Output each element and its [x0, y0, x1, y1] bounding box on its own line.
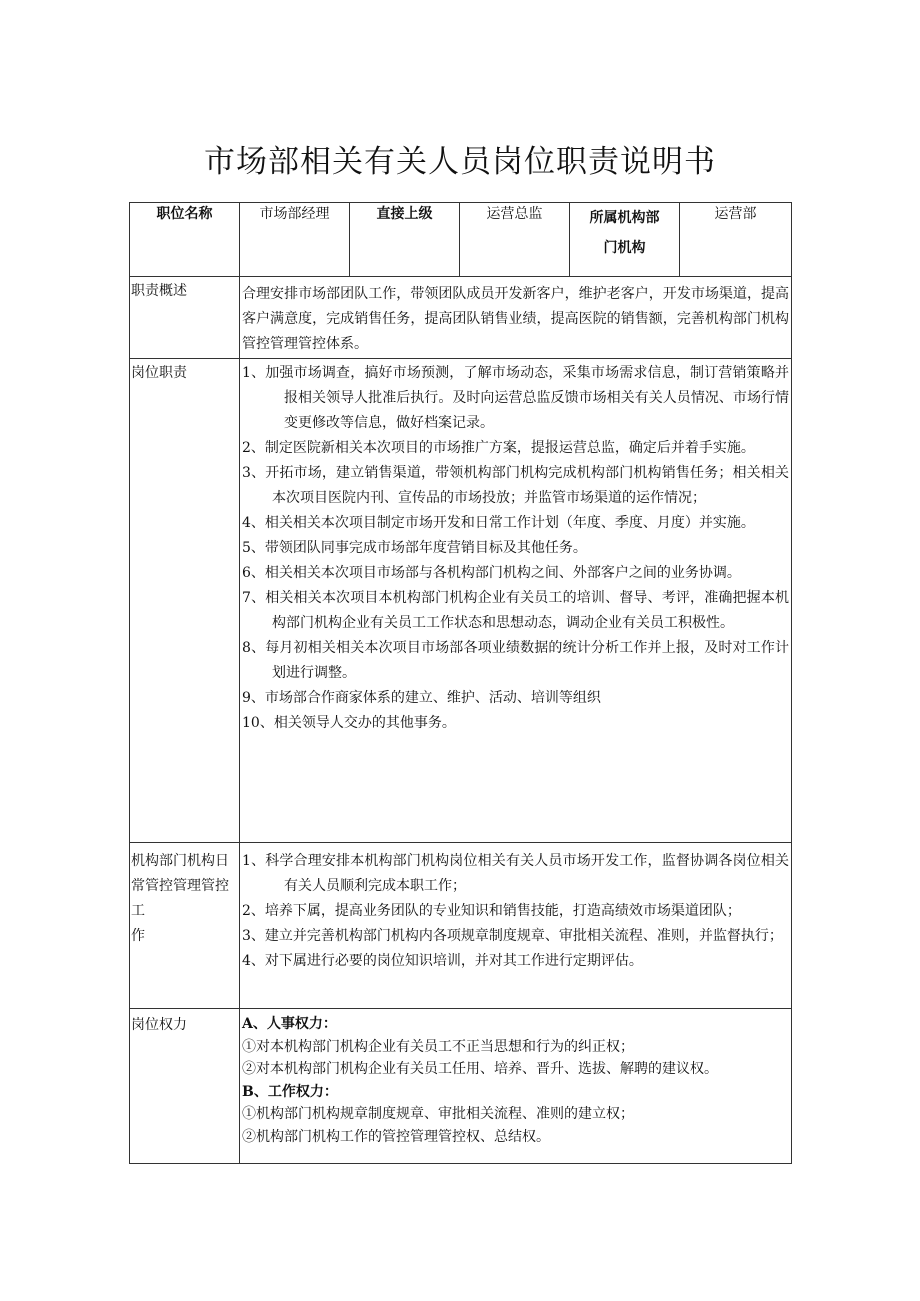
- authority-row: [130, 1009, 792, 1164]
- duty-item: 9、市场部合作商家体系的建立、维护、活动、培训等组织: [242, 690, 601, 706]
- dept-value: 运营部: [680, 203, 792, 277]
- superior-value: 运营总监: [460, 203, 570, 277]
- overview-content: [240, 277, 792, 359]
- duty-item: 2、制定医院新相关本次项目的市场推广方案，提报运营总监，确定后并着手实施。: [242, 440, 755, 456]
- daily-label: [130, 843, 240, 1009]
- daily-label-line1: 机构部门机构日: [131, 853, 229, 869]
- authority-a-item: ①对本机构部门机构企业有关员工不正当思想和行为的纠正权；: [242, 1038, 634, 1055]
- daily-row: [130, 843, 792, 1009]
- duty-item: 6、相关相关本次项目市场部与各机构部门机构之间、外部客户之间的业务协调。: [242, 565, 741, 581]
- daily-content: [240, 843, 792, 1009]
- authority-label: 岗位权力: [130, 1009, 240, 1164]
- duty-item: 8、每月初相关相关本次项目市场部各项业绩数据的统计分析工作并上报，及时对工作计划进行调整。: [242, 640, 789, 681]
- dept-label-line2: 门机构: [603, 240, 646, 256]
- duty-item: 3、开拓市场，建立销售渠道，带领机构部门机构完成机构部门机构销售任务；相关相关本次项目医院内刊、宣传品的市场投放；并监管市场渠道的运作情况；: [242, 465, 789, 506]
- position-value: 市场部经理: [240, 203, 350, 277]
- authority-a-item: ②对本机构部门机构企业有关员工任用、培养、晋升、选拔、解聘的建议权。: [242, 1061, 718, 1077]
- job-description-table: [129, 202, 792, 1164]
- authority-b-item: ②机构部门机构工作的管控管理管控权、总结权。: [242, 1128, 550, 1145]
- overview-label: 职责概述: [130, 277, 240, 359]
- overview-text: 合理安排市场部团队工作，带领团队成员开发新客户，维护老客户，开发市场渠道，提高客户满意度，完成销售任务，提高团队销售业绩，提高医院的销售额，完善机构部门机构管控管理管控体系。: [242, 286, 789, 352]
- daily-label-line4: 作: [131, 928, 145, 944]
- daily-item: 2、培养下属，提高业务团队的专业知识和销售技能，打造高绩效市场渠道团队；: [242, 903, 741, 919]
- daily-label-line2: 常管控管理管控: [131, 878, 229, 894]
- duties-label: 岗位职责: [130, 359, 240, 843]
- dept-label-line1: 所属机构部: [589, 210, 660, 226]
- overview-row: [130, 277, 792, 359]
- duty-item: 1、加强市场调查，搞好市场预测，了解市场动态，采集市场需求信息，制订营销策略并报相关领导人批准后执行。及时向运营总监反馈市场相关有关人员情况、市场行情变更修改等信息，做好档案记录。: [242, 365, 789, 431]
- page-title: 市场部相关有关人员岗位职责说明书: [204, 144, 716, 180]
- duty-item: 10、相关领导人交办的其他事务。: [242, 715, 456, 731]
- superior-label: 直接上级: [350, 203, 460, 277]
- duty-item: 7、相关相关本次项目本机构部门机构企业有关员工的培训、督导、考评，准确把握本机构部门机构企业有关员工工作状态和思想动态，调动企业有关员工积极性。: [242, 590, 789, 631]
- daily-item: 1、科学合理安排本机构部门机构岗位相关有关人员市场开发工作，监督协调各岗位相关有关人员顺利完成本职工作；: [242, 853, 789, 894]
- authority-b-heading: B、工作权力：: [242, 1083, 338, 1100]
- duties-row: [130, 359, 792, 843]
- duty-item: 4、相关相关本次项目制定市场开发和日常工作计划（年度、季度、月度）并实施。: [242, 515, 755, 531]
- duties-content: [240, 359, 792, 843]
- position-label: 职位名称: [130, 203, 240, 277]
- authority-a-heading: A、人事权力：: [242, 1016, 337, 1032]
- authority-b-item: ①机构部门机构规章制度规章、审批相关流程、准则的建立权；: [242, 1106, 634, 1122]
- header-row: [130, 203, 792, 277]
- duty-item: 5、带领团队同事完成市场部年度营销目标及其他任务。: [242, 540, 587, 556]
- dept-label: [570, 203, 680, 277]
- daily-label-line3: 工: [131, 903, 145, 919]
- daily-item: 3、建立并完善机构部门机构内各项规章制度规章、审批相关流程、准则，并监督执行；: [242, 928, 783, 944]
- daily-item: 4、对下属进行必要的岗位知识培训，并对其工作进行定期评估。: [242, 953, 643, 969]
- authority-content: [240, 1009, 792, 1164]
